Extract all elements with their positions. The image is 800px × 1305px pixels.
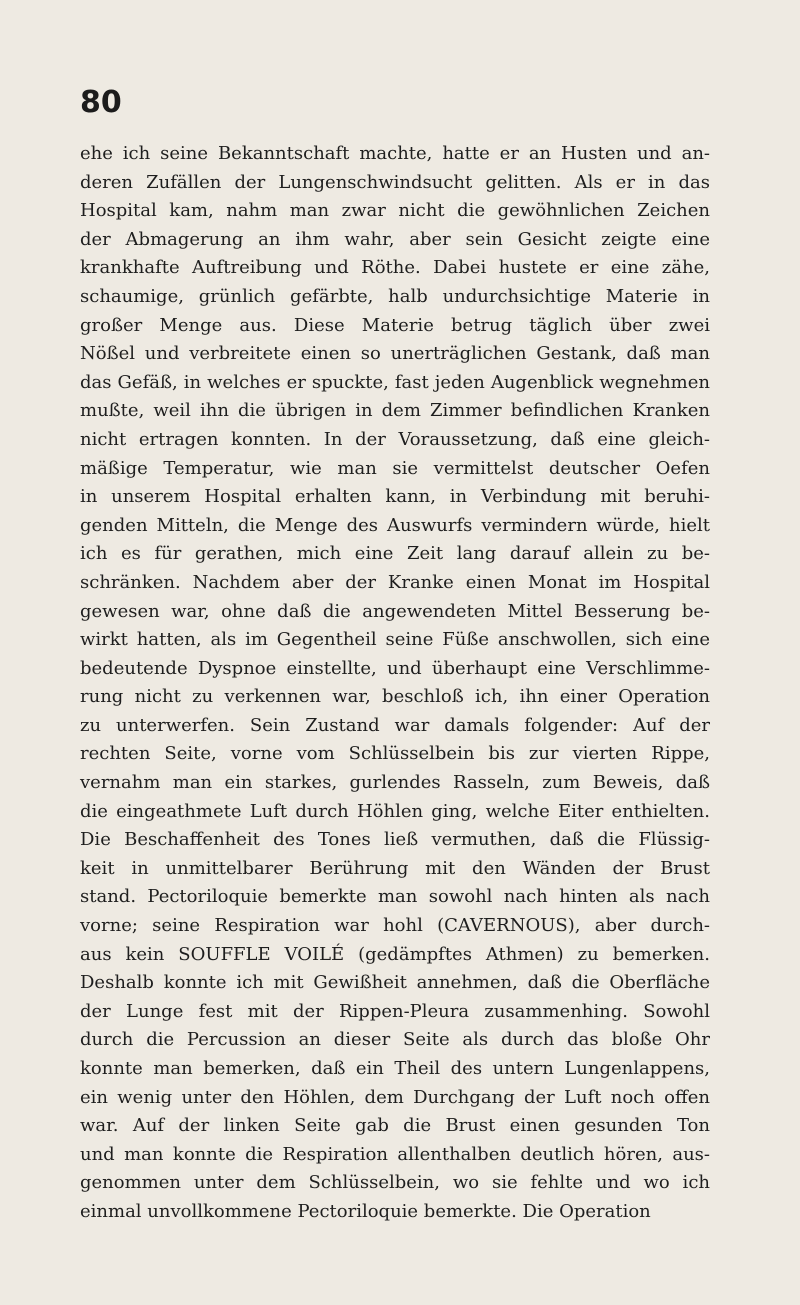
text-line: der Lunge fest mit der Rippen-Pleura zusammenhing. Sowohl [80, 1000, 710, 1022]
text-line: konnte man bemerken, daß ein Theil des untern Lungenlappens, [80, 1058, 710, 1079]
text-line: war. Auf der linken Seite gab die Brust einen gesunden Ton [80, 1115, 710, 1137]
text-line: mäßige Temperatur, wie man sie vermittelst deutscher Oefen [80, 457, 710, 479]
text-line: schaumige, grünlich gefärbte, halb undurchsichtige Materie in [80, 285, 710, 307]
text-line: einmal unvollkommene Pectoriloquie bemerkte. Die Operation [80, 1200, 651, 1222]
text-line: das Gefäß, in welches er spuckte, fast jeden Augenblick wegnehmen [80, 371, 710, 393]
text-line: stand. Pectoriloquie bemerkte man sowohl nach hinten als nach [80, 886, 710, 908]
body-text [80, 140, 710, 1227]
text-line: die eingeathmete Luft durch Höhlen ging, welche Eiter enthielten. [80, 800, 710, 822]
text-line: Deshalb konnte ich mit Gewißheit annehmen, daß die Oberfläche [80, 972, 710, 994]
text-line: Die Beschaffenheit des Tones ließ vermuthen, daß die Flüssig- [80, 829, 710, 851]
text-line: rechten Seite, vorne vom Schlüsselbein bis zur vierten Rippe, [80, 743, 710, 765]
text-line: ehe ich seine Bekanntschaft machte, hatte er an Husten und an- [80, 143, 710, 164]
page-number: 80 [80, 85, 122, 120]
text-line: deren Zufällen der Lungenschwindsucht gelitten. Als er in das [80, 171, 710, 193]
text-line: und man konnte die Respiration allenthalben deutlich hören, aus- [80, 1143, 710, 1165]
text-line: in unserem Hospital erhalten kann, in Verbindung mit beruhi- [80, 486, 710, 508]
text-line: rung nicht zu verkennen war, beschloß ich, ihn einer Operation [80, 686, 710, 708]
text-line: krankhafte Auftreibung und Röthe. Dabei hustete er eine zähe, [80, 257, 710, 279]
text-line: vernahm man ein starkes, gurlendes Rasseln, zum Beweis, daß [80, 772, 710, 794]
text-line: genden Mitteln, die Menge des Auswurfs vermindern würde, hielt [80, 514, 710, 536]
text-line: ein wenig unter den Höhlen, dem Durchgang der Luft noch offen [80, 1086, 710, 1108]
text-line: gewesen war, ohne daß die angewendeten Mittel Besserung be- [80, 600, 710, 622]
text-line: Hospital kam, nahm man zwar nicht die gewöhnlichen Zeichen [80, 200, 710, 222]
text-line: aus kein SOUFFLE VOILÉ (gedämpftes Athmen) zu bemerken. [80, 943, 710, 965]
text-line: wirkt hatten, als im Gegentheil seine Füße anschwollen, sich eine [80, 629, 710, 651]
text-line: ich es für gerathen, mich eine Zeit lang darauf allein zu be- [80, 543, 710, 565]
text-line: bedeutende Dyspnoe einstellte, und überhaupt eine Verschlimme- [80, 657, 710, 679]
text-line: der Abmagerung an ihm wahr, aber sein Gesicht zeigte eine [80, 228, 710, 250]
text-line: durch die Percussion an dieser Seite als durch das bloße Ohr [80, 1029, 710, 1051]
text-line: keit in unmittelbarer Berührung mit den Wänden der Brust [80, 857, 710, 879]
text-line: mußte, weil ihn die übrigen in dem Zimmer befindlichen Kranken [80, 400, 710, 422]
text-line: schränken. Nachdem aber der Kranke einen Monat im Hospital [80, 571, 710, 593]
text-line: zu unterwerfen. Sein Zustand war damals folgender: Auf der [80, 714, 710, 736]
text-line: Nößel und verbreitete einen so unerträglichen Gestank, daß man [80, 343, 710, 365]
text-line: großer Menge aus. Diese Materie betrug täglich über zwei [80, 314, 710, 336]
text-line: genommen unter dem Schlüsselbein, wo sie fehlte und wo ich [80, 1172, 710, 1194]
text-line: nicht ertragen konnten. In der Voraussetzung, daß eine gleich- [80, 428, 710, 450]
text-line: vorne; seine Respiration war hohl (CAVERNOUS), aber durch- [80, 915, 710, 937]
